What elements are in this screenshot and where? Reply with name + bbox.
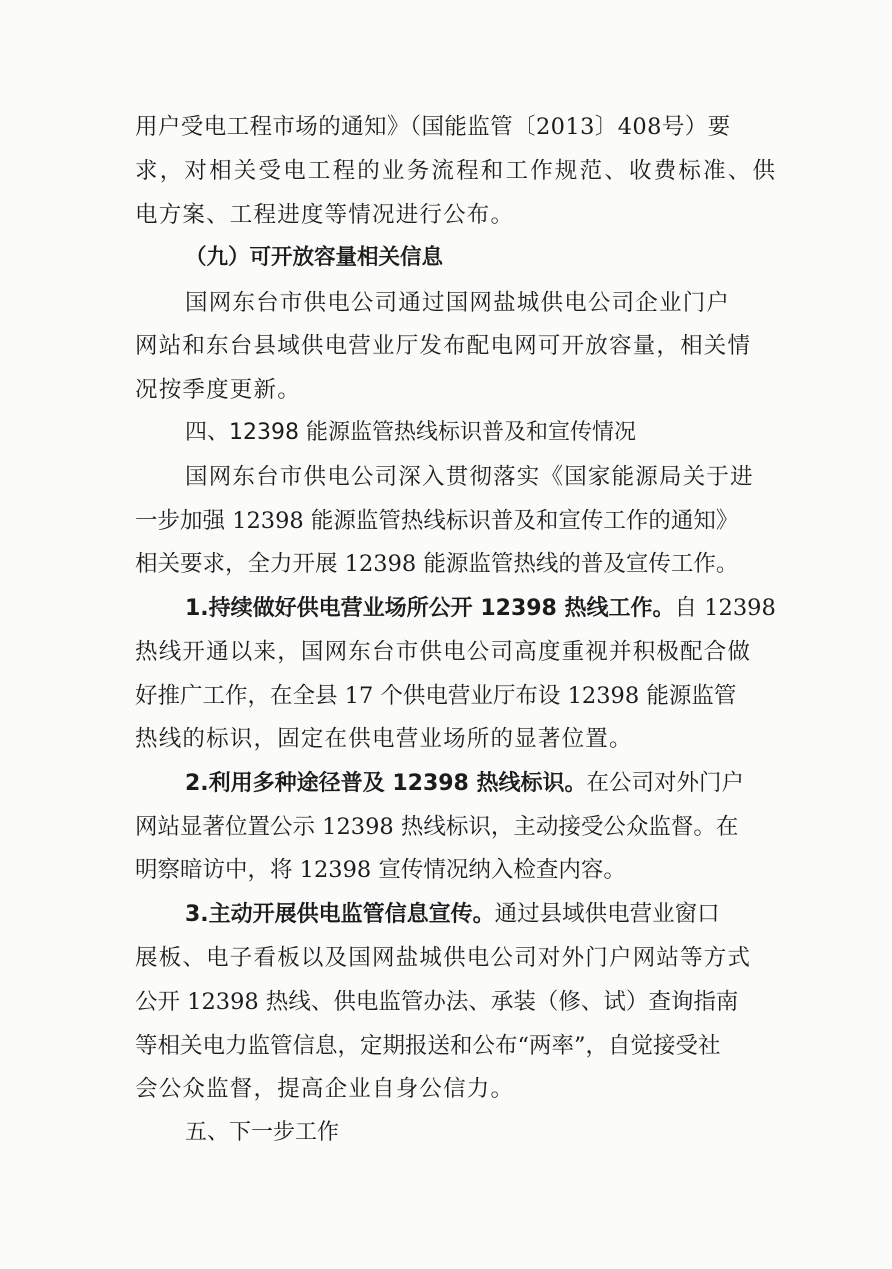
- paragraph-line: 会公众监督，提高企业自身公信力。: [135, 1076, 515, 1102]
- paragraph-line-item-3: [185, 892, 720, 936]
- paragraph-line: 一步加强 12398 能源监管热线标识普及和宣传工作的通知》: [135, 508, 739, 534]
- section-heading-five: 五、下一步工作: [185, 1120, 340, 1145]
- item-3-title: 3.主动开展供电监管信息宣传。: [185, 902, 495, 927]
- paragraph-line: 国网东台市供电公司深入贯彻落实《国家能源局关于进: [185, 464, 754, 490]
- item-1-text: 自 12398: [674, 595, 776, 621]
- paragraph-line: 热线的标识，固定在供电营业场所的显著位置。: [135, 726, 633, 752]
- paragraph-line: 况按季度更新。: [135, 377, 301, 403]
- item-3-text: 通过县域供电营业窗口: [494, 901, 720, 927]
- paragraph-line: 用户受电工程市场的通知》（国能监管〔2013〕408号）要: [135, 114, 731, 140]
- paragraph-line: 展板、电子看板以及国网盐城供电公司对外门户网站等方式: [135, 945, 752, 971]
- paragraph-line: 相关要求，全力开展 12398 能源监管热线的普及宣传工作。: [135, 551, 739, 577]
- paragraph-line: 网站显著位置公示 12398 热线标识，主动接受公众监督。在: [135, 814, 739, 840]
- paragraph-line: 电方案、工程进度等情况进行公布。: [135, 202, 515, 228]
- paragraph-line: 明察暗访中，将 12398 宣传情况纳入检查内容。: [135, 857, 626, 883]
- section-heading-four: 四、12398 能源监管热线标识普及和宣传情况: [185, 420, 636, 445]
- paragraph-line-item-2: [185, 761, 744, 805]
- paragraph-line: 求，对相关受电工程的业务流程和工作规范、收费标准、供: [135, 158, 778, 184]
- item-2-text: 在公司对外门户: [586, 770, 745, 796]
- paragraph-line-item-1: [185, 586, 776, 630]
- paragraph-line: 公开 12398 热线、供电监管办法、承装（修、试）查询指南: [135, 989, 739, 1015]
- paragraph-line: 等相关电力监管信息，定期报送和公布“两率”，自觉接受社: [135, 1033, 721, 1059]
- paragraph-line: 国网东台市供电公司通过国网盐城供电公司企业门户: [185, 290, 731, 316]
- item-2-title: 2.利用多种途径普及 12398 热线标识。: [185, 771, 587, 796]
- paragraph-line: 网站和东台县域供电营业厅发布配电网可开放容量，相关情: [135, 333, 752, 359]
- section-heading-nine: （九）可开放容量相关信息: [185, 245, 444, 270]
- paragraph-line: 好推广工作，在全县 17 个供电营业厅布设 12398 能源监管: [135, 683, 737, 709]
- paragraph-line: 热线开通以来，国网东台市供电公司高度重视并积极配合做: [135, 639, 752, 665]
- item-1-title: 1.持续做好供电营业场所公开 12398 热线工作。: [185, 596, 675, 621]
